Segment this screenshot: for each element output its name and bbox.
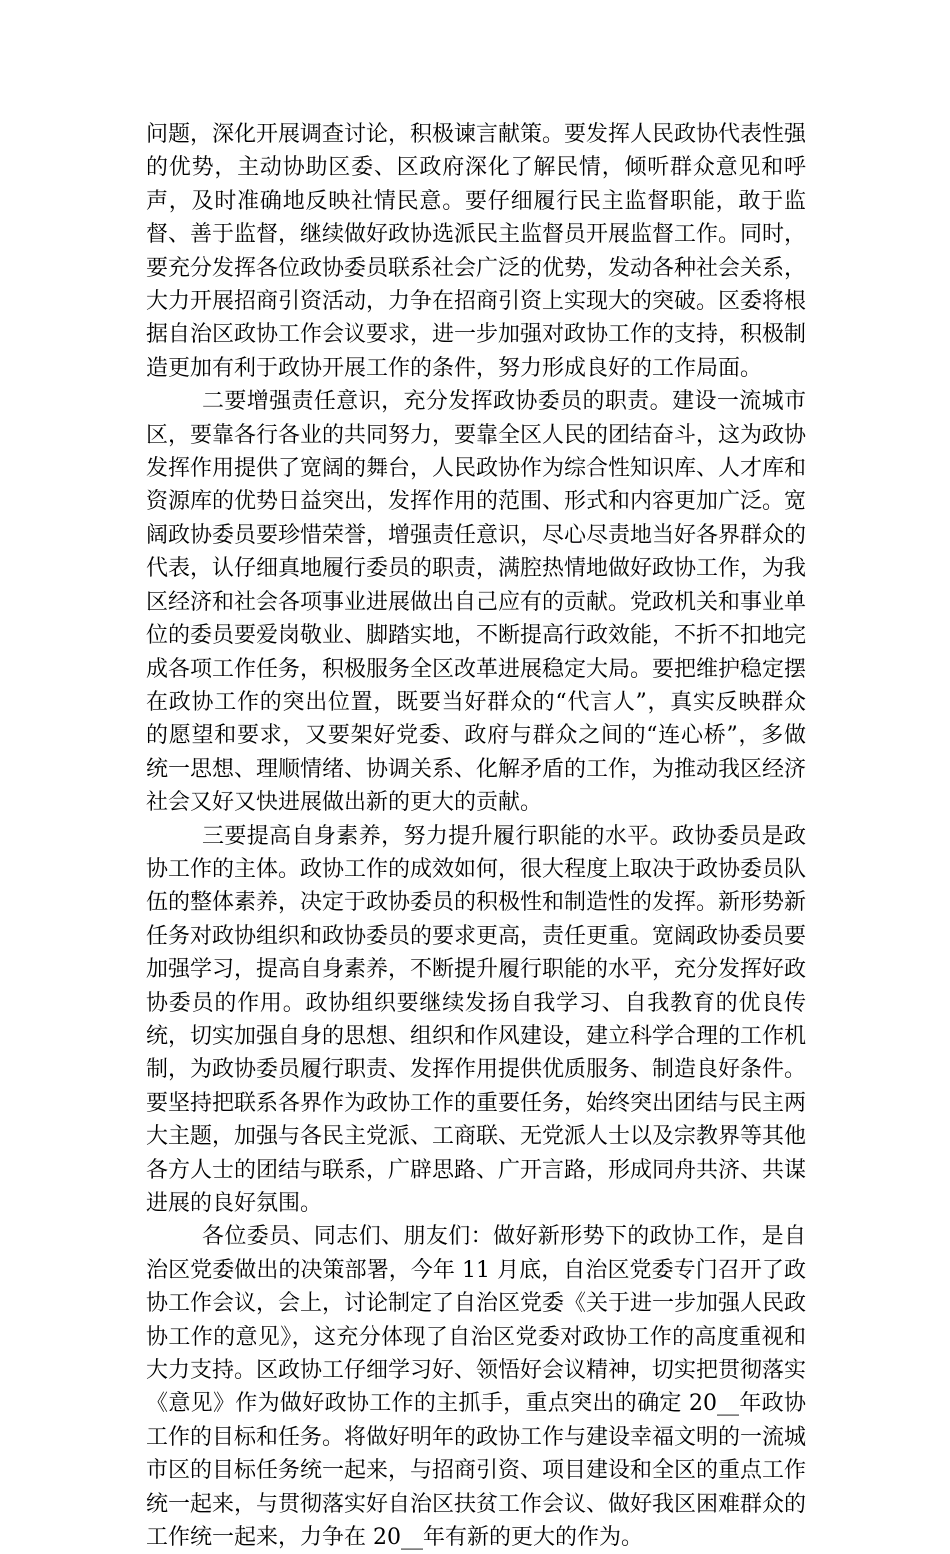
document-body <box>146 118 806 1554</box>
paragraph: 二要增强责任意识，充分发挥政协委员的职责。建设一流城市区，要靠各行各业的共同努力，要靠全区人民的团结奋斗，这为政协发挥作用提供了宽阔的舞台，人民政协作为综合性知识库、人才库和资源库的优势日益突出，发挥作用的范围、形式和内容更加广泛。宽阔政协委员要珍惜荣誉，增强责任意识，尽心尽责地当好各界群众的代表，认仔细真地履行委员的职责，满腔热情地做好政协工作，为我区经济和社会各项事业进展做出自己应有的贡献。党政机关和事业单位的委员要爱岗敬业、脚踏实地，不断提高行政效能，不折不扣地完成各项工作任务，积极服务全区改革进展稳定大局。要把维护稳定摆在政协工作的突出位置，既要当好群众的“代言人”，真实反映群众的愿望和要求，又要架好党委、政府与群众之间的“连心桥”，多做统一思想、理顺情绪、协调关系、化解矛盾的工作，为推动我区经济社会又好又快进展做出新的更大的贡献。 <box>146 389 807 816</box>
paragraph: 三要提高自身素养，努力提升履行职能的水平。政协委员是政协工作的主体。政协工作的成效如何，很大程度上取决于政协委员队伍的整体素养，决定于政协委员的积极性和制造性的发挥。新形势新任务对政协组织和政协委员的要求更高，责任更重。宽阔政协委员要加强学习，提高自身素养，不断提升履行职能的水平，充分发挥好政协委员的作用。政协组织要继续发扬自我学习、自我教育的优良传统，切实加强自身的思想、组织和作风建设，建立科学合理的工作机制，为政协委员履行职责、发挥作用提供优质服务、制造良好条件。要坚持把联系各界作为政协工作的重要任务，始终突出团结与民主两大主题，加强与各民主党派、工商联、无党派人士以及宗教界等其他各方人士的团结与联系，广辟思路、广开言路，形成同舟共济、共谋进展的良好氛围。 <box>146 823 807 1216</box>
paragraph: 问题，深化开展调查讨论，积极谏言献策。要发挥人民政协代表性强的优势，主动协助区委、区政府深化了解民情，倾听群众意见和呼声，及时准确地反映社情民意。要仔细履行民主监督职能，敢于监督、善于监督，继续做好政协选派民主监督员开展监督工作。同时，要充分发挥各位政协委员联系社会广泛的优势，发动各种社会关系，大力开展招商引资活动，力争在招商引资上实现大的突破。区委将根据自治区政协工作会议要求，进一步加强对政协工作的支持，积极制造更加有利于政协开展工作的条件，努力形成良好的工作局面。 <box>146 122 807 381</box>
paragraph: 各位委员、同志们、朋友们：做好新形势下的政协工作，是自治区党委做出的决策部署，今年 11 月底，自治区党委专门召开了政协工作会议，会上，讨论制定了自治区党委《关于进一步加强人民政协工作的意见》，这充分体现了自治区党委对政协工作的高度重视和大力支持。区政协工仔细学习好、领悟好会议精神，切实把贯彻落实《意见》作为做好政协工作的主抓手，重点突出的确定 20__年政协工作的目标和任务。将做好明年的政协工作与建设幸福文明的一流城市区的目标任务统一起来，与招商引资、项目建设和全区的重点工作统一起来，与贯彻落实好自治区扶贫工作会议、做好我区困难群众的工作统一起来，力争在 20__年有新的更大的作为。 <box>146 1224 807 1551</box>
